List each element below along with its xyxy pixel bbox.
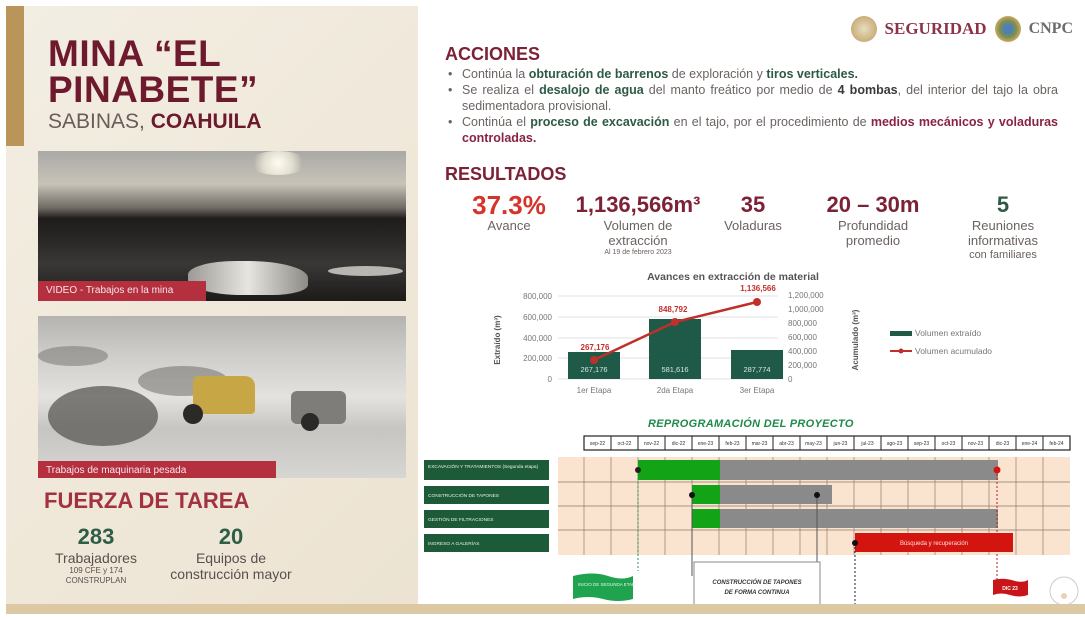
month: dic-22 <box>671 441 686 447</box>
highlight: obturación de barrenos <box>528 67 669 81</box>
task-label: GESTIÓN DE FILTRACIONES <box>428 518 494 523</box>
dump-truck <box>291 391 346 424</box>
text: del manto freático por medio de <box>643 83 838 97</box>
tick: 600,000 <box>523 313 552 322</box>
month: ago-23 <box>886 441 903 447</box>
corner-seal-icon <box>1050 577 1078 605</box>
month: jun-23 <box>833 441 848 447</box>
highlight: desalojo de agua <box>539 83 644 97</box>
tick: 0 <box>547 375 552 384</box>
footer-band <box>6 604 1085 614</box>
video-thumbnail[interactable] <box>38 151 406 301</box>
rock-pile <box>38 346 108 366</box>
kpi-label: Avance <box>487 218 531 233</box>
continuous-box <box>694 562 820 605</box>
equipment-label: Equipos de <box>195 550 267 566</box>
title-line-1: MINA “EL <box>48 33 222 74</box>
page-title <box>48 33 259 110</box>
accent-bar <box>6 6 24 146</box>
month: abr-23 <box>779 441 794 447</box>
kpi-avance <box>454 192 564 233</box>
y-axis-label: Extraído (m³) <box>493 315 502 365</box>
text: Continúa la <box>462 67 529 81</box>
kpi-value: 1,136,566m³ <box>575 192 701 217</box>
results-title: RESULTADOS <box>445 164 567 184</box>
month: jul-23 <box>861 441 874 447</box>
location <box>48 110 262 134</box>
month: oct-23 <box>941 441 956 447</box>
machinery-photo <box>38 316 406 478</box>
month: sep-23 <box>913 441 930 447</box>
gantt-bar-done <box>692 485 720 504</box>
equipment-stat <box>156 524 306 582</box>
kpi-note: Al 19 de febrero 2023 <box>604 249 672 256</box>
corner-seal-icon <box>1061 593 1067 599</box>
kpi-label: con familiares <box>969 249 1037 261</box>
category: 2da Etapa <box>656 386 694 395</box>
text: en el tajo, por el procedimiento de <box>669 115 871 129</box>
kpi-label: Reuniones <box>971 218 1035 233</box>
bar-label: 267,176 <box>580 365 608 374</box>
gantt-task-labels <box>424 460 549 552</box>
line-label: 1,136,566 <box>740 284 776 293</box>
flag-label: DIC 23 <box>1002 586 1018 592</box>
kpi-voladuras <box>713 192 793 233</box>
seguridad-seal-icon <box>851 16 877 42</box>
gantt-bar-done <box>638 460 720 480</box>
text: , del interior del tajo la obra sedimentadora provisional. <box>462 83 1058 113</box>
location-state: COAHUILA <box>150 110 262 133</box>
box-label: CONSTRUCCIÓN DE TAPONES <box>712 580 802 586</box>
month: ene-24 <box>1021 441 1038 447</box>
kpi-value: 20 – 30m <box>826 192 920 217</box>
task-force-title: FUERZA DE TAREA <box>44 488 250 513</box>
y2-axis-label: Acumulado (m³) <box>851 309 860 371</box>
action-item <box>448 114 1058 146</box>
gantt-bar-done <box>692 509 720 528</box>
kpi-volumen <box>568 192 708 258</box>
y-axis-right <box>788 291 824 384</box>
kpi-profundidad <box>813 192 933 248</box>
legend <box>890 328 992 356</box>
water-reflection <box>328 266 403 276</box>
highlight: 4 bombas <box>837 83 898 97</box>
loader-vehicle <box>193 376 255 414</box>
kpi-label: Profundidad <box>837 218 909 233</box>
kpi-label: promedio <box>845 233 901 248</box>
kpi-label: Volumen de <box>603 218 673 233</box>
end-flag <box>993 579 1028 597</box>
location-city: SABINAS, <box>48 110 145 133</box>
line-label: 848,792 <box>658 305 688 314</box>
category: 3er Etapa <box>739 386 775 395</box>
x-axis <box>577 386 775 395</box>
gantt-bar-pending <box>720 460 998 480</box>
task-label: EXCAVACIÓN Y TRATAMIENTOS (Segunda etapa) <box>428 465 539 470</box>
text: Continúa el <box>462 115 531 129</box>
legend-swatch <box>890 331 912 336</box>
tick: 200,000 <box>788 361 817 370</box>
highlight: proceso de excavación <box>530 115 670 129</box>
chart-title: Avances en extracción de material <box>647 271 819 283</box>
month: sep-22 <box>589 441 606 447</box>
tick: 1,000,000 <box>788 305 824 314</box>
month: oct-22 <box>617 441 632 447</box>
kpi-reuniones <box>953 192 1053 263</box>
tick: 400,000 <box>788 347 817 356</box>
seguridad-logo: SEGURIDAD <box>884 19 987 38</box>
tick: 0 <box>788 375 793 384</box>
rock-pile <box>48 386 158 446</box>
line-point <box>671 318 679 326</box>
slide <box>6 6 1085 610</box>
task-label: INGRESO A GALERÍAS <box>428 542 480 547</box>
tick: 800,000 <box>788 319 817 328</box>
photo-caption: Trabajos de maquinaria pesada <box>38 461 276 478</box>
tick: 800,000 <box>523 292 552 301</box>
actions-list <box>448 66 1058 146</box>
tick: 200,000 <box>523 354 552 363</box>
month: feb-24 <box>1049 441 1064 447</box>
month: dic-23 <box>995 441 1010 447</box>
legend-marker <box>899 349 904 354</box>
text: de exploración y <box>668 67 767 81</box>
tick: 400,000 <box>523 334 552 343</box>
tick: 1,200,000 <box>788 291 824 300</box>
gantt-chart <box>418 431 1085 606</box>
highlight: medios mecánicos y voladuras controladas. <box>462 115 1058 145</box>
text: Se realiza el <box>462 83 540 97</box>
equipment-label: construcción mayor <box>170 566 292 582</box>
kpi-label: Voladuras <box>724 218 782 233</box>
kpi-label: extracción <box>608 233 668 248</box>
workers-note: CONSTRUPLAN <box>65 576 127 585</box>
month: nov-23 <box>967 441 984 447</box>
workers-stat <box>46 524 146 586</box>
water-reflection <box>188 261 308 295</box>
workers-note: 109 CFE y 174 <box>69 566 123 575</box>
kpi-label: informativas <box>967 233 1039 248</box>
video-caption[interactable]: VIDEO - Trabajos en la mina <box>38 281 206 301</box>
action-item <box>448 82 1058 114</box>
legend-label: Volumen extraído <box>915 328 982 338</box>
highlight: tiros verticales. <box>766 67 859 81</box>
line-point <box>753 298 761 306</box>
line-label: 267,176 <box>580 343 610 352</box>
gantt-title: REPROGRAMACIÓN DEL PROYECTO <box>648 418 854 430</box>
start-flag <box>573 574 638 602</box>
title-line-2: PINABETE” <box>48 69 259 110</box>
bar-label: 581,616 <box>661 365 689 374</box>
kpi-value: 5 <box>996 192 1010 217</box>
kpi-value: 37.3% <box>472 190 546 220</box>
line-point <box>590 356 598 364</box>
left-panel <box>6 6 418 604</box>
month: nov-22 <box>643 441 660 447</box>
tick: 600,000 <box>788 333 817 342</box>
y-axis-left <box>523 292 552 384</box>
flag-label: INICIO DE SEGUNDA ETAPA <box>578 582 638 587</box>
workers-count: 283 <box>77 524 115 549</box>
right-panel <box>418 6 1085 604</box>
equipment-count: 20 <box>218 524 244 549</box>
task-label: CONSTRUCCIÓN DE TAPONES <box>428 494 499 499</box>
category: 1er Etapa <box>576 386 612 395</box>
header-logos <box>851 16 1073 42</box>
month: feb-23 <box>725 441 740 447</box>
kpi-value: 35 <box>740 192 766 217</box>
legend-label: Volumen acumulado <box>915 346 993 356</box>
actions-title: ACCIONES <box>445 44 541 64</box>
workers-label: Trabajadores <box>55 550 137 566</box>
gantt-bar-pending <box>720 509 998 528</box>
sun-glare <box>248 151 308 175</box>
action-item <box>448 66 1058 82</box>
month: ene-23 <box>697 441 714 447</box>
month: mar-23 <box>751 441 768 447</box>
cnpc-logo: CNPC <box>1028 20 1073 37</box>
gantt-header <box>584 436 1070 450</box>
extraction-chart <box>478 268 1038 403</box>
cnpc-seal-icon <box>995 16 1021 42</box>
month: may-23 <box>805 441 822 447</box>
gantt-bar-label: Búsqueda y recuperación <box>899 541 969 547</box>
bar-label: 287,774 <box>743 365 771 374</box>
box-label: DE FORMA CONTINUA <box>724 590 790 596</box>
